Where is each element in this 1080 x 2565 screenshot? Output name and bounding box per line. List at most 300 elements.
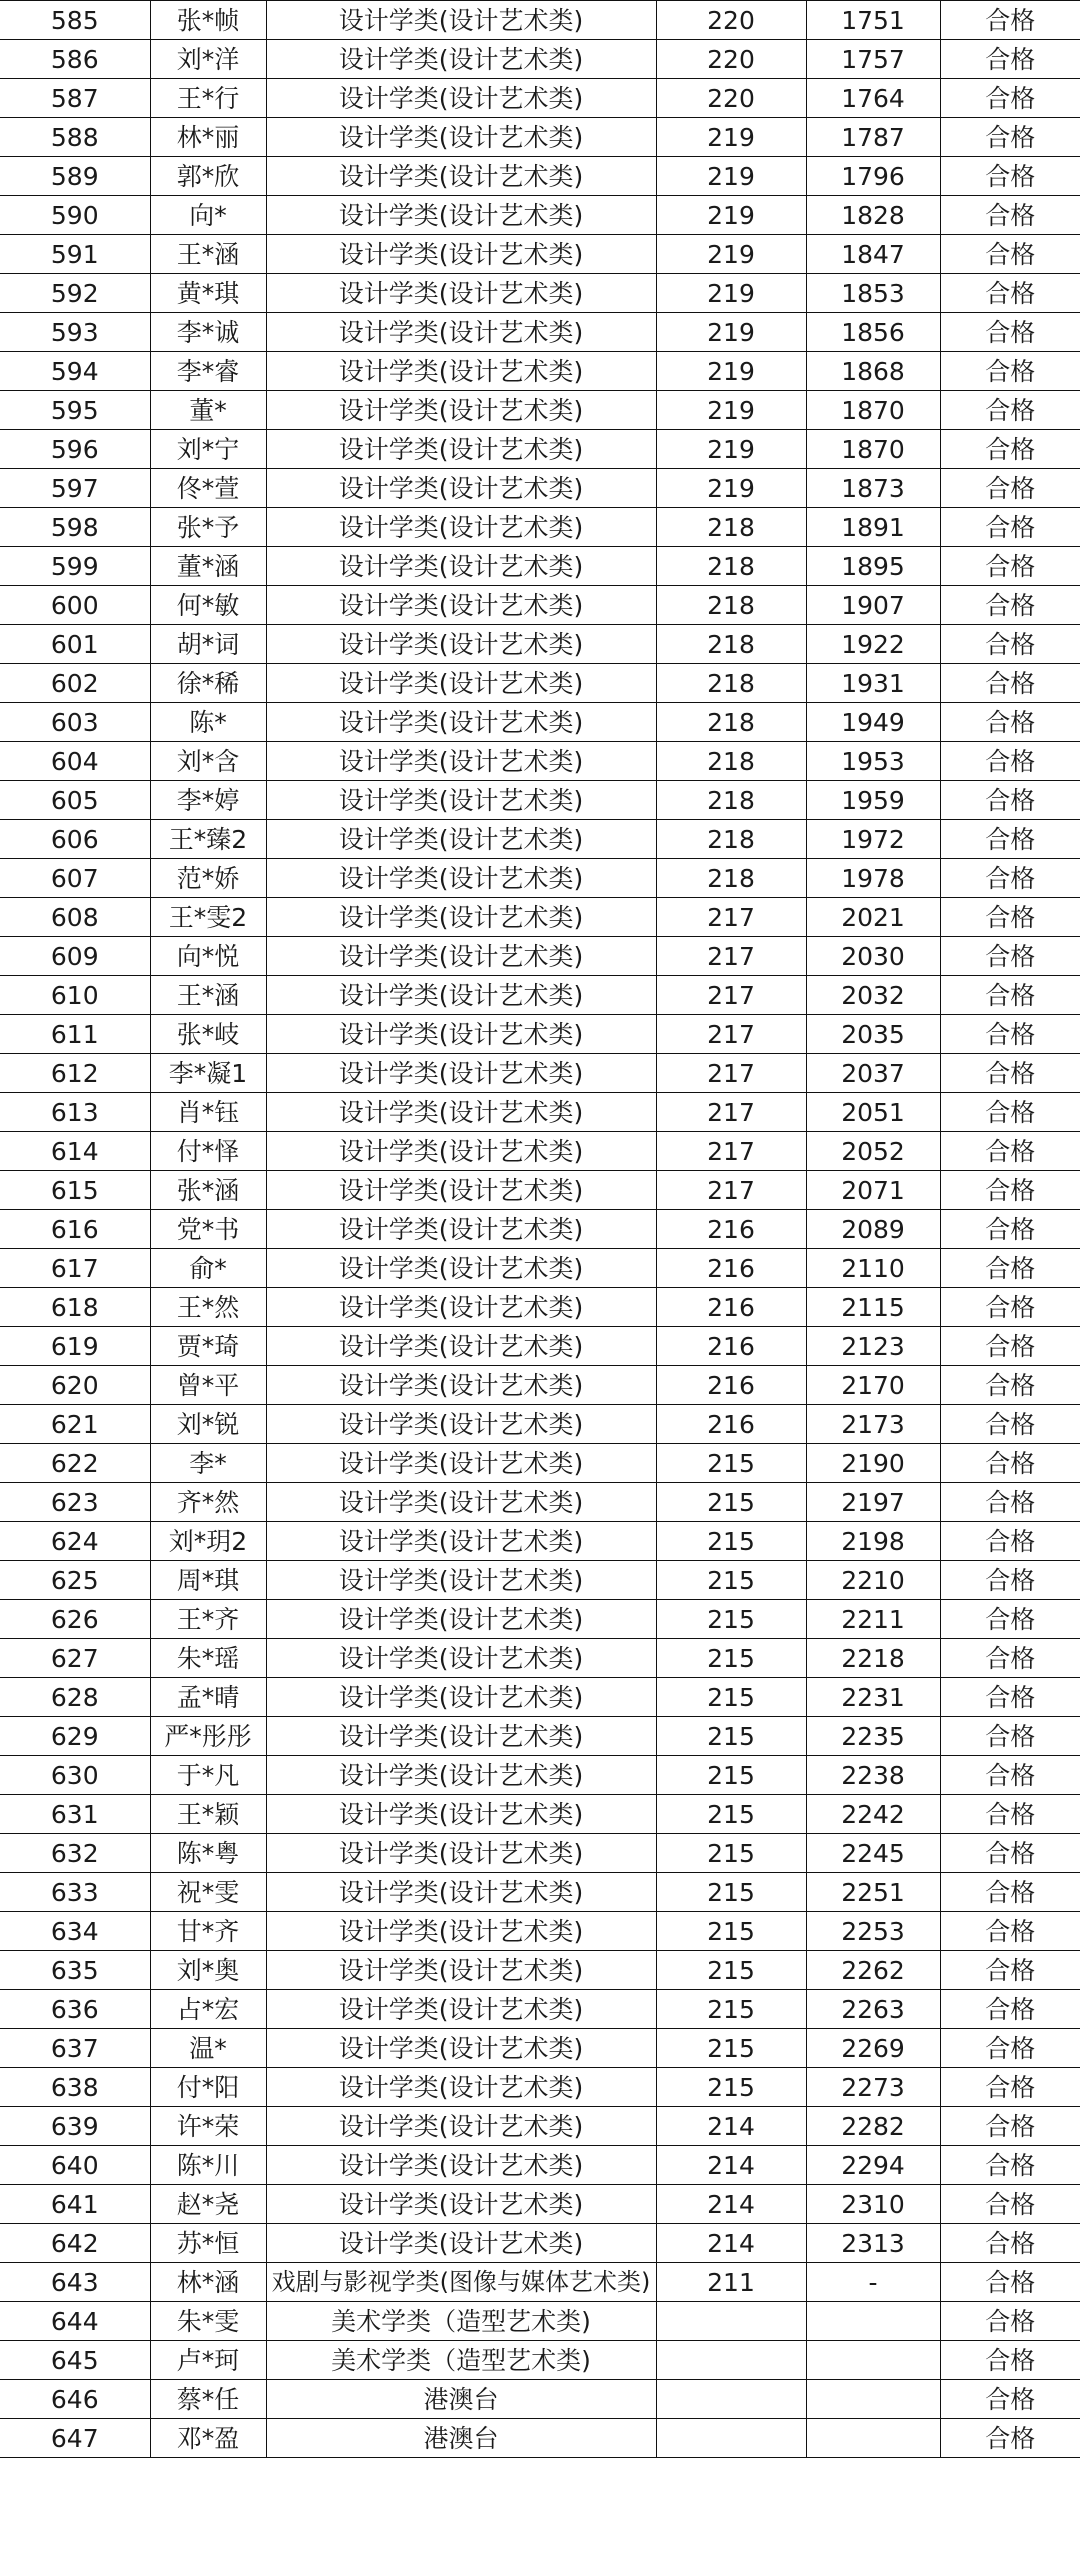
major-category-cell: 设计学类(设计艺术类) xyxy=(266,2029,656,2068)
table-row xyxy=(0,352,1080,391)
table-row xyxy=(0,1600,1080,1639)
student-name-cell: 祝*雯 xyxy=(150,1873,266,1912)
major-category-cell: 设计学类(设计艺术类) xyxy=(266,1171,656,1210)
row-number-cell: 612 xyxy=(0,1054,150,1093)
table-row xyxy=(0,79,1080,118)
student-name-cell: 严*彤彤 xyxy=(150,1717,266,1756)
student-name-cell: 黄*琪 xyxy=(150,274,266,313)
student-name-cell: 向* xyxy=(150,196,266,235)
status-cell: 合格 xyxy=(940,1015,1080,1054)
score-cell: 215 xyxy=(656,1483,806,1522)
major-category-cell: 设计学类(设计艺术类) xyxy=(266,1795,656,1834)
rank-cell: 2235 xyxy=(806,1717,940,1756)
score-cell: 215 xyxy=(656,1951,806,1990)
student-name-cell: 刘*洋 xyxy=(150,40,266,79)
score-cell: 217 xyxy=(656,976,806,1015)
major-category-cell: 设计学类(设计艺术类) xyxy=(266,1015,656,1054)
row-number-cell: 587 xyxy=(0,79,150,118)
status-cell: 合格 xyxy=(940,1405,1080,1444)
rank-cell: 1895 xyxy=(806,547,940,586)
rank-cell: 1931 xyxy=(806,664,940,703)
table-row xyxy=(0,937,1080,976)
status-cell: 合格 xyxy=(940,1522,1080,1561)
row-number-cell: 593 xyxy=(0,313,150,352)
table-row xyxy=(0,1795,1080,1834)
status-cell: 合格 xyxy=(940,781,1080,820)
status-cell: 合格 xyxy=(940,859,1080,898)
status-cell: 合格 xyxy=(940,1366,1080,1405)
major-category-cell: 设计学类(设计艺术类) xyxy=(266,742,656,781)
status-cell: 合格 xyxy=(940,1990,1080,2029)
row-number-cell: 639 xyxy=(0,2107,150,2146)
student-name-cell: 王*齐 xyxy=(150,1600,266,1639)
major-category-cell: 设计学类(设计艺术类) xyxy=(266,1717,656,1756)
rank-cell: 2071 xyxy=(806,1171,940,1210)
major-category-cell: 设计学类(设计艺术类) xyxy=(266,1327,656,1366)
table-row xyxy=(0,1,1080,40)
student-name-cell: 李* xyxy=(150,1444,266,1483)
table-row xyxy=(0,820,1080,859)
score-cell: 217 xyxy=(656,1054,806,1093)
score-cell: 217 xyxy=(656,1015,806,1054)
table-row xyxy=(0,781,1080,820)
major-category-cell: 设计学类(设计艺术类) xyxy=(266,625,656,664)
row-number-cell: 618 xyxy=(0,1288,150,1327)
rank-cell: 2231 xyxy=(806,1678,940,1717)
table-row xyxy=(0,1054,1080,1093)
row-number-cell: 609 xyxy=(0,937,150,976)
status-cell: 合格 xyxy=(940,2029,1080,2068)
major-category-cell: 设计学类(设计艺术类) xyxy=(266,1,656,40)
table-row xyxy=(0,469,1080,508)
major-category-cell: 设计学类(设计艺术类) xyxy=(266,1366,656,1405)
rank-cell: 2089 xyxy=(806,1210,940,1249)
rank-cell: 2197 xyxy=(806,1483,940,1522)
row-number-cell: 626 xyxy=(0,1600,150,1639)
status-cell: 合格 xyxy=(940,1093,1080,1132)
major-category-cell: 设计学类(设计艺术类) xyxy=(266,547,656,586)
rank-cell xyxy=(806,2341,940,2380)
student-name-cell: 赵*尧 xyxy=(150,2185,266,2224)
status-cell: 合格 xyxy=(940,1171,1080,1210)
major-category-cell: 设计学类(设计艺术类) xyxy=(266,196,656,235)
score-cell: 218 xyxy=(656,625,806,664)
score-cell: 219 xyxy=(656,352,806,391)
major-category-cell: 设计学类(设计艺术类) xyxy=(266,1210,656,1249)
student-name-cell: 张*予 xyxy=(150,508,266,547)
student-name-cell: 卢*珂 xyxy=(150,2341,266,2380)
score-cell: 219 xyxy=(656,430,806,469)
status-cell: 合格 xyxy=(940,157,1080,196)
row-number-cell: 620 xyxy=(0,1366,150,1405)
table-row xyxy=(0,1990,1080,2029)
major-category-cell: 设计学类(设计艺术类) xyxy=(266,40,656,79)
row-number-cell: 617 xyxy=(0,1249,150,1288)
student-name-cell: 苏*恒 xyxy=(150,2224,266,2263)
major-category-cell: 设计学类(设计艺术类) xyxy=(266,859,656,898)
major-category-cell: 设计学类(设计艺术类) xyxy=(266,2224,656,2263)
major-category-cell: 设计学类(设计艺术类) xyxy=(266,1288,656,1327)
student-name-cell: 何*敏 xyxy=(150,586,266,625)
rank-cell: 2282 xyxy=(806,2107,940,2146)
major-category-cell: 设计学类(设计艺术类) xyxy=(266,1132,656,1171)
rank-cell: 1873 xyxy=(806,469,940,508)
rank-cell: 2170 xyxy=(806,1366,940,1405)
status-cell: 合格 xyxy=(940,1561,1080,1600)
table-row xyxy=(0,391,1080,430)
rank-cell: 1870 xyxy=(806,391,940,430)
student-name-cell: 张*涵 xyxy=(150,1171,266,1210)
table-row xyxy=(0,118,1080,157)
table-row xyxy=(0,898,1080,937)
score-cell: 215 xyxy=(656,1678,806,1717)
table-row xyxy=(0,1756,1080,1795)
rank-cell: 1953 xyxy=(806,742,940,781)
table-row xyxy=(0,1171,1080,1210)
table-row xyxy=(0,1327,1080,1366)
rank-cell: 2218 xyxy=(806,1639,940,1678)
row-number-cell: 630 xyxy=(0,1756,150,1795)
rank-cell: 1847 xyxy=(806,235,940,274)
major-category-cell: 设计学类(设计艺术类) xyxy=(266,1873,656,1912)
student-name-cell: 王*行 xyxy=(150,79,266,118)
rank-cell: 1764 xyxy=(806,79,940,118)
score-cell: 218 xyxy=(656,742,806,781)
score-cell: 215 xyxy=(656,1522,806,1561)
status-cell: 合格 xyxy=(940,1717,1080,1756)
status-cell: 合格 xyxy=(940,430,1080,469)
student-name-cell: 王*然 xyxy=(150,1288,266,1327)
row-number-cell: 625 xyxy=(0,1561,150,1600)
major-category-cell: 设计学类(设计艺术类) xyxy=(266,937,656,976)
row-number-cell: 589 xyxy=(0,157,150,196)
status-cell: 合格 xyxy=(940,235,1080,274)
student-name-cell: 肖*钰 xyxy=(150,1093,266,1132)
score-cell: 214 xyxy=(656,2185,806,2224)
student-name-cell: 刘*宁 xyxy=(150,430,266,469)
major-category-cell: 美术学类（造型艺术类) xyxy=(266,2341,656,2380)
score-cell: 215 xyxy=(656,2068,806,2107)
major-category-cell: 设计学类(设计艺术类) xyxy=(266,118,656,157)
student-name-cell: 朱*瑶 xyxy=(150,1639,266,1678)
score-cell: 215 xyxy=(656,1795,806,1834)
student-name-cell: 陈* xyxy=(150,703,266,742)
student-name-cell: 陈*川 xyxy=(150,2146,266,2185)
rank-cell: 1870 xyxy=(806,430,940,469)
status-cell: 合格 xyxy=(940,2419,1080,2458)
score-cell: 218 xyxy=(656,508,806,547)
row-number-cell: 635 xyxy=(0,1951,150,1990)
student-name-cell: 刘*含 xyxy=(150,742,266,781)
table-row xyxy=(0,625,1080,664)
student-name-cell: 林*涵 xyxy=(150,2263,266,2302)
score-cell: 215 xyxy=(656,1639,806,1678)
rank-cell: 1853 xyxy=(806,274,940,313)
rank-cell: 2110 xyxy=(806,1249,940,1288)
student-name-cell: 温* xyxy=(150,2029,266,2068)
student-name-cell: 林*丽 xyxy=(150,118,266,157)
student-name-cell: 付*阳 xyxy=(150,2068,266,2107)
rank-cell: 1787 xyxy=(806,118,940,157)
student-name-cell: 于*凡 xyxy=(150,1756,266,1795)
score-cell: 218 xyxy=(656,664,806,703)
rank-cell: 1949 xyxy=(806,703,940,742)
status-cell: 合格 xyxy=(940,703,1080,742)
table-row xyxy=(0,1483,1080,1522)
major-category-cell: 设计学类(设计艺术类) xyxy=(266,1093,656,1132)
rank-cell: 2037 xyxy=(806,1054,940,1093)
score-cell: 219 xyxy=(656,313,806,352)
row-number-cell: 615 xyxy=(0,1171,150,1210)
score-cell: 215 xyxy=(656,1912,806,1951)
row-number-cell: 598 xyxy=(0,508,150,547)
major-category-cell: 设计学类(设计艺术类) xyxy=(266,1444,656,1483)
major-category-cell: 设计学类(设计艺术类) xyxy=(266,664,656,703)
table-row xyxy=(0,664,1080,703)
status-cell: 合格 xyxy=(940,352,1080,391)
major-category-cell: 美术学类（造型艺术类) xyxy=(266,2302,656,2341)
score-cell: 215 xyxy=(656,1756,806,1795)
rank-cell: 1978 xyxy=(806,859,940,898)
major-category-cell: 设计学类(设计艺术类) xyxy=(266,1249,656,1288)
table-row xyxy=(0,1951,1080,1990)
major-category-cell: 设计学类(设计艺术类) xyxy=(266,1483,656,1522)
status-cell: 合格 xyxy=(940,742,1080,781)
status-cell: 合格 xyxy=(940,1,1080,40)
major-category-cell: 设计学类(设计艺术类) xyxy=(266,1600,656,1639)
score-cell: 219 xyxy=(656,391,806,430)
student-name-cell: 付*怿 xyxy=(150,1132,266,1171)
score-cell: 217 xyxy=(656,898,806,937)
table-row xyxy=(0,1561,1080,1600)
row-number-cell: 633 xyxy=(0,1873,150,1912)
major-category-cell: 设计学类(设计艺术类) xyxy=(266,976,656,1015)
status-cell: 合格 xyxy=(940,1639,1080,1678)
row-number-cell: 592 xyxy=(0,274,150,313)
major-category-cell: 戏剧与影视学类(图像与媒体艺术类) xyxy=(266,2263,656,2302)
status-cell: 合格 xyxy=(940,2068,1080,2107)
status-cell: 合格 xyxy=(940,820,1080,859)
status-cell: 合格 xyxy=(940,664,1080,703)
rank-cell: 2238 xyxy=(806,1756,940,1795)
major-category-cell: 设计学类(设计艺术类) xyxy=(266,469,656,508)
table-row xyxy=(0,1912,1080,1951)
row-number-cell: 603 xyxy=(0,703,150,742)
student-name-cell: 刘*玥2 xyxy=(150,1522,266,1561)
table-row xyxy=(0,1366,1080,1405)
row-number-cell: 585 xyxy=(0,1,150,40)
student-name-cell: 胡*词 xyxy=(150,625,266,664)
rank-cell xyxy=(806,2380,940,2419)
score-cell: 220 xyxy=(656,40,806,79)
score-cell: 215 xyxy=(656,1561,806,1600)
row-number-cell: 621 xyxy=(0,1405,150,1444)
student-name-cell: 向*悦 xyxy=(150,937,266,976)
score-cell: 216 xyxy=(656,1405,806,1444)
row-number-cell: 602 xyxy=(0,664,150,703)
table-body xyxy=(0,1,1080,2458)
major-category-cell: 设计学类(设计艺术类) xyxy=(266,352,656,391)
rank-cell: 2173 xyxy=(806,1405,940,1444)
rank-cell: 1757 xyxy=(806,40,940,79)
score-cell xyxy=(656,2419,806,2458)
table-row xyxy=(0,742,1080,781)
table-row xyxy=(0,2263,1080,2302)
student-name-cell: 周*琪 xyxy=(150,1561,266,1600)
student-name-cell: 孟*晴 xyxy=(150,1678,266,1717)
major-category-cell: 设计学类(设计艺术类) xyxy=(266,1912,656,1951)
row-number-cell: 645 xyxy=(0,2341,150,2380)
score-cell: 211 xyxy=(656,2263,806,2302)
major-category-cell: 设计学类(设计艺术类) xyxy=(266,274,656,313)
major-category-cell: 设计学类(设计艺术类) xyxy=(266,1756,656,1795)
student-name-cell: 甘*齐 xyxy=(150,1912,266,1951)
score-cell: 217 xyxy=(656,1093,806,1132)
score-cell: 215 xyxy=(656,1873,806,1912)
row-number-cell: 646 xyxy=(0,2380,150,2419)
score-cell: 218 xyxy=(656,820,806,859)
rank-cell xyxy=(806,2302,940,2341)
table-row xyxy=(0,157,1080,196)
status-cell: 合格 xyxy=(940,391,1080,430)
major-category-cell: 设计学类(设计艺术类) xyxy=(266,2107,656,2146)
rank-cell: 1907 xyxy=(806,586,940,625)
student-name-cell: 李*诚 xyxy=(150,313,266,352)
major-category-cell: 设计学类(设计艺术类) xyxy=(266,2185,656,2224)
table-row xyxy=(0,1717,1080,1756)
row-number-cell: 637 xyxy=(0,2029,150,2068)
status-cell: 合格 xyxy=(940,1444,1080,1483)
student-name-cell: 俞* xyxy=(150,1249,266,1288)
score-cell: 217 xyxy=(656,937,806,976)
status-cell: 合格 xyxy=(940,898,1080,937)
row-number-cell: 622 xyxy=(0,1444,150,1483)
score-cell: 215 xyxy=(656,1834,806,1873)
status-cell: 合格 xyxy=(940,1483,1080,1522)
table-row xyxy=(0,2419,1080,2458)
status-cell: 合格 xyxy=(940,1795,1080,1834)
status-cell: 合格 xyxy=(940,1327,1080,1366)
table-row xyxy=(0,2341,1080,2380)
row-number-cell: 641 xyxy=(0,2185,150,2224)
table-row xyxy=(0,2029,1080,2068)
table-row xyxy=(0,1444,1080,1483)
table-row xyxy=(0,2146,1080,2185)
row-number-cell: 608 xyxy=(0,898,150,937)
student-name-cell: 李*凝1 xyxy=(150,1054,266,1093)
status-cell: 合格 xyxy=(940,1678,1080,1717)
major-category-cell: 设计学类(设计艺术类) xyxy=(266,79,656,118)
rank-cell: 2032 xyxy=(806,976,940,1015)
student-name-cell: 董*涵 xyxy=(150,547,266,586)
row-number-cell: 628 xyxy=(0,1678,150,1717)
student-name-cell: 许*荣 xyxy=(150,2107,266,2146)
row-number-cell: 607 xyxy=(0,859,150,898)
score-cell xyxy=(656,2380,806,2419)
score-cell: 219 xyxy=(656,196,806,235)
student-name-cell: 曾*平 xyxy=(150,1366,266,1405)
row-number-cell: 591 xyxy=(0,235,150,274)
status-cell: 合格 xyxy=(940,1873,1080,1912)
status-cell: 合格 xyxy=(940,625,1080,664)
major-category-cell: 设计学类(设计艺术类) xyxy=(266,430,656,469)
rank-cell: 1868 xyxy=(806,352,940,391)
status-cell: 合格 xyxy=(940,1951,1080,1990)
status-cell: 合格 xyxy=(940,2302,1080,2341)
student-name-cell: 齐*然 xyxy=(150,1483,266,1522)
table-row xyxy=(0,2224,1080,2263)
score-cell: 216 xyxy=(656,1327,806,1366)
status-cell: 合格 xyxy=(940,1210,1080,1249)
rank-cell: 2273 xyxy=(806,2068,940,2107)
row-number-cell: 642 xyxy=(0,2224,150,2263)
rank-cell: 2263 xyxy=(806,1990,940,2029)
score-cell: 217 xyxy=(656,1171,806,1210)
row-number-cell: 624 xyxy=(0,1522,150,1561)
row-number-cell: 606 xyxy=(0,820,150,859)
table-row xyxy=(0,40,1080,79)
status-cell: 合格 xyxy=(940,508,1080,547)
row-number-cell: 644 xyxy=(0,2302,150,2341)
student-name-cell: 郭*欣 xyxy=(150,157,266,196)
table-row xyxy=(0,859,1080,898)
status-cell: 合格 xyxy=(940,1912,1080,1951)
student-name-cell: 朱*雯 xyxy=(150,2302,266,2341)
score-cell xyxy=(656,2302,806,2341)
status-cell: 合格 xyxy=(940,937,1080,976)
row-number-cell: 629 xyxy=(0,1717,150,1756)
major-category-cell: 设计学类(设计艺术类) xyxy=(266,1054,656,1093)
major-category-cell: 设计学类(设计艺术类) xyxy=(266,2068,656,2107)
row-number-cell: 596 xyxy=(0,430,150,469)
table-row xyxy=(0,1132,1080,1171)
status-cell: 合格 xyxy=(940,547,1080,586)
score-cell: 218 xyxy=(656,547,806,586)
table-row xyxy=(0,1249,1080,1288)
rank-cell: 2253 xyxy=(806,1912,940,1951)
rank-cell: 2211 xyxy=(806,1600,940,1639)
status-cell: 合格 xyxy=(940,313,1080,352)
table-row xyxy=(0,1639,1080,1678)
table-row xyxy=(0,1015,1080,1054)
major-category-cell: 设计学类(设计艺术类) xyxy=(266,235,656,274)
score-cell: 214 xyxy=(656,2107,806,2146)
status-cell: 合格 xyxy=(940,2146,1080,2185)
row-number-cell: 632 xyxy=(0,1834,150,1873)
row-number-cell: 619 xyxy=(0,1327,150,1366)
major-category-cell: 设计学类(设计艺术类) xyxy=(266,157,656,196)
status-cell: 合格 xyxy=(940,976,1080,1015)
major-category-cell: 设计学类(设计艺术类) xyxy=(266,391,656,430)
table-row xyxy=(0,1288,1080,1327)
score-cell: 219 xyxy=(656,235,806,274)
score-cell: 216 xyxy=(656,1366,806,1405)
table-row xyxy=(0,703,1080,742)
status-cell: 合格 xyxy=(940,1249,1080,1288)
student-name-cell: 王*涵 xyxy=(150,235,266,274)
row-number-cell: 613 xyxy=(0,1093,150,1132)
row-number-cell: 634 xyxy=(0,1912,150,1951)
table-row xyxy=(0,1522,1080,1561)
rank-cell: 2115 xyxy=(806,1288,940,1327)
major-category-cell: 设计学类(设计艺术类) xyxy=(266,508,656,547)
table-row xyxy=(0,2380,1080,2419)
row-number-cell: 597 xyxy=(0,469,150,508)
student-name-cell: 党*书 xyxy=(150,1210,266,1249)
status-cell: 合格 xyxy=(940,1132,1080,1171)
major-category-cell: 设计学类(设计艺术类) xyxy=(266,313,656,352)
table-row xyxy=(0,1210,1080,1249)
